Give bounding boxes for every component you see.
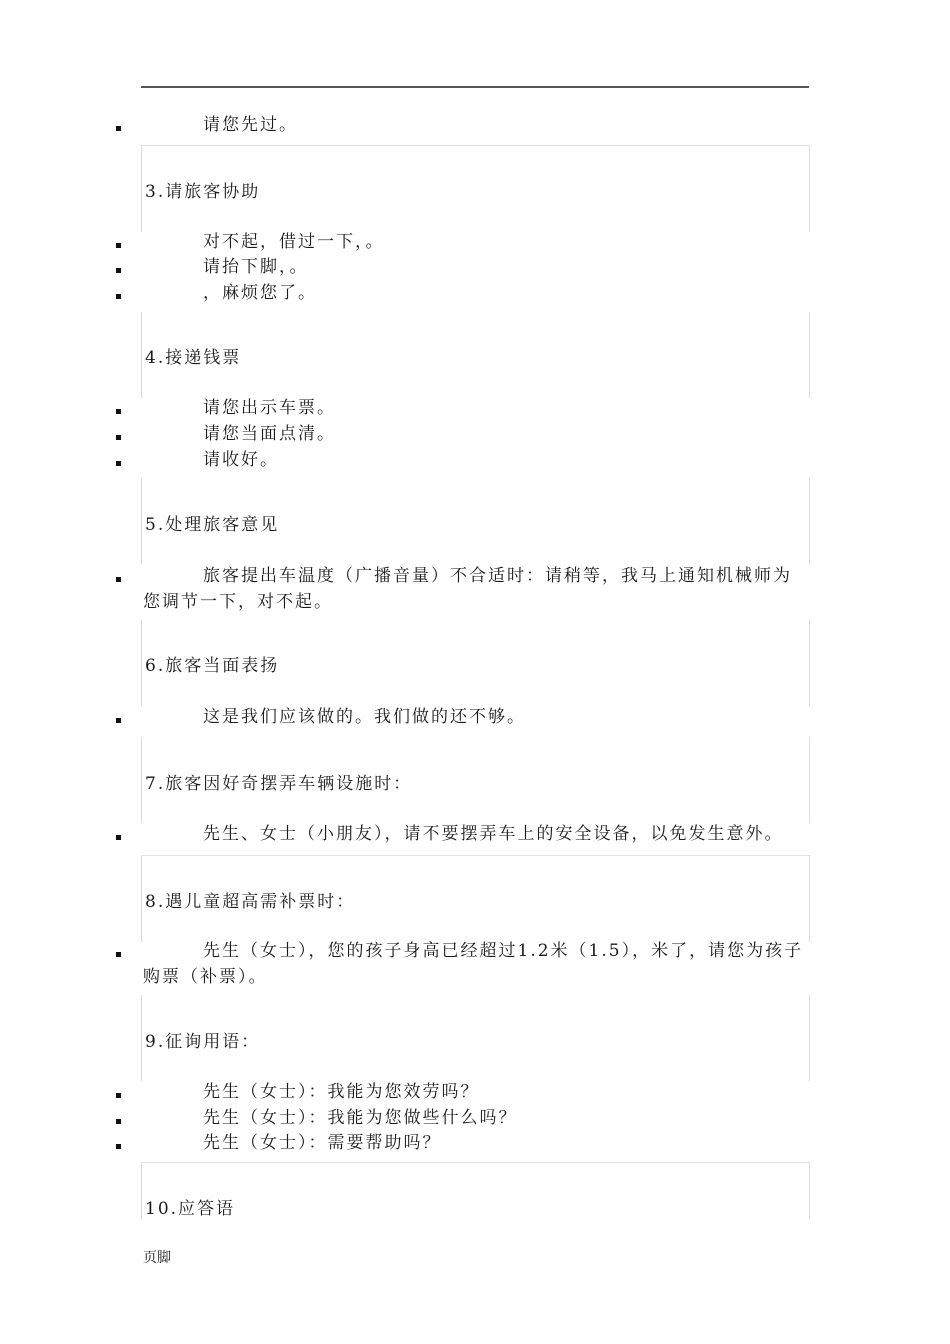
bullet-marker [116,243,121,248]
section-heading-box [141,855,810,942]
list-item: ，麻烦您了。 [203,283,317,303]
list-item: 先生（女士）：我能为您做些什么吗？ [203,1108,518,1128]
bullet-marker [116,718,121,723]
bullet-marker [116,435,121,440]
section-heading: 10.应答语 [145,1199,236,1219]
list-item: 请您先过。 [203,115,298,135]
list-item: 先生（女士），您的孩子身高已经超过1.2米（1.5），米了，请您为孩子购票（补票）。 [143,941,804,987]
section-heading: 9.征询用语： [145,1032,261,1052]
section-heading: 3.请旅客协助 [145,182,261,202]
list-item: 先生、女士（小朋友），请不要摆弄车上的安全设备，以免发生意外。 [203,824,784,844]
bullet-marker [116,461,121,466]
section-heading-box [141,145,810,232]
bullet-marker [116,294,121,299]
list-item: 先生（女士）：需要帮助吗？ [203,1133,442,1153]
bullet-marker [116,835,121,840]
section-heading-box [141,312,810,398]
bullet-marker [116,1144,121,1149]
list-item: 请您当面点清。 [203,424,336,444]
list-item: 请您出示车票。 [203,398,336,418]
page-footer: 页脚 [143,1250,171,1266]
bullet-marker [116,1093,121,1098]
bullet-marker [116,268,121,273]
list-item: 这是我们应该做的。我们做的还不够。 [203,707,526,727]
section-heading-box [141,737,810,823]
section-heading-box [141,1162,810,1219]
bullet-marker [116,126,121,131]
bullet-marker [116,1119,121,1124]
list-item: 对不起，借过一下，。 [203,232,385,252]
section-heading: 8.遇儿童超高需补票时： [145,892,356,912]
section-heading-box [141,620,810,706]
bullet-marker [116,409,121,414]
section-heading-box [141,478,810,564]
section-heading: 6.旅客当面表扬 [145,656,280,676]
list-item: 先生（女士）：我能为您效劳吗？ [203,1082,480,1102]
list-item: 请抬下脚，。 [203,257,309,277]
header-rule [141,86,809,88]
list-item: 请收好。 [203,450,279,470]
section-heading-box [141,995,810,1081]
bullet-marker [116,952,121,957]
list-item: 旅客提出车温度（广播音量）不合适时：请稍等，我马上通知机械师为您调节一下，对不起。 [143,566,792,612]
section-heading: 5.处理旅客意见 [145,515,280,535]
bullet-marker [116,577,121,582]
section-heading: 7.旅客因好奇摆弄车辆设施时： [145,774,413,794]
section-heading: 4.接递钱票 [145,348,242,368]
